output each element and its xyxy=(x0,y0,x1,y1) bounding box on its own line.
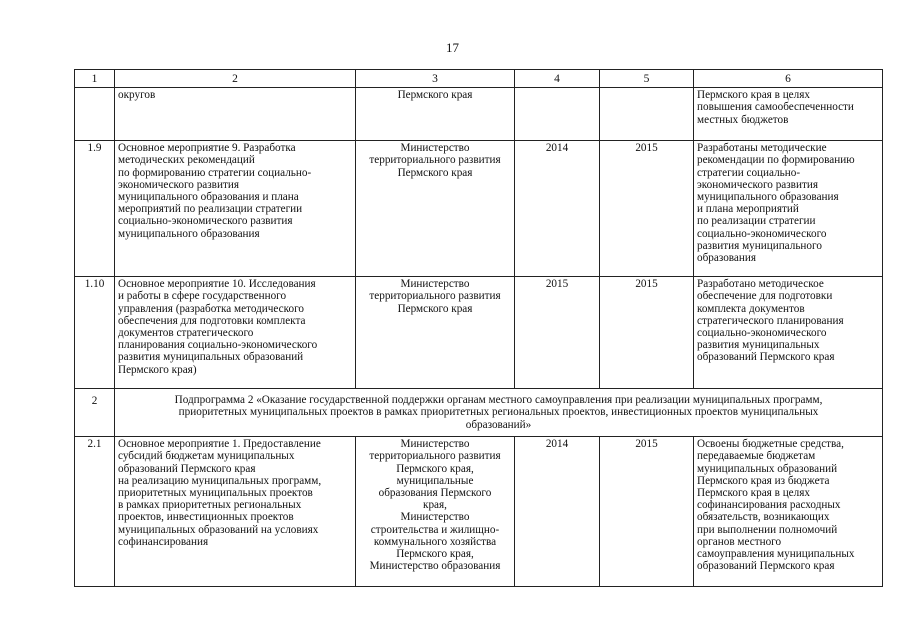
row-number: 2.1 xyxy=(75,437,115,587)
header-cell-4: 4 xyxy=(515,70,600,88)
subprogram-title: Подпрограмма 2 «Оказание государственной поддержки органам местного самоуправления при реализации муниципальных программ, приоритетных муниципальных проектов в рамках приоритетных региональных проектов, инвестиционных проектов муниципальных образований» xyxy=(174,394,823,431)
start-year: 2014 xyxy=(515,437,600,587)
page-number: 17 xyxy=(446,40,459,55)
table-row xyxy=(75,277,883,389)
table-row xyxy=(75,141,883,277)
header-cell-3: 3 xyxy=(356,70,515,88)
end-year: 2015 xyxy=(600,141,694,277)
executor: Министерство территориального развития Пермского края, муниципальные образования Пермского края, Министерство строительства и жилищно- коммунального хозяйства Пермского края, Министерство образования xyxy=(369,438,501,573)
header-cell-1: 1 xyxy=(75,70,115,88)
expected-result: Освоены бюджетные средства, передаваемые бюджетам муниципальных образований Пермского края из бюджета Пермского края в целях софинансирования расходных обязательств, возникающих при выполнении полномочий органов местного самоуправления муниципальных образований Пермского края xyxy=(697,438,855,573)
row-number: 1.9 xyxy=(75,141,115,277)
executor: Пермского края xyxy=(397,89,473,102)
expected-result: Пермского края в целях повышения самообеспеченности местных бюджетов xyxy=(697,89,854,126)
expected-result: Разработаны методические рекомендации по формированию стратегии социально- экономического развития муниципального образования и плана мероприятий по реализации стратегии социально-экономического развития муниципального образования xyxy=(697,142,855,265)
measure-name: Основное мероприятие 9. Разработка методических рекомендаций по формированию стратегии социально- экономического развития муниципального образования и плана мероприятий по реализации стратегии социально-экономического развития муниципального образования xyxy=(118,142,312,240)
row-number xyxy=(75,88,115,141)
measure-name: Основное мероприятие 10. Исследования и работы в сфере государственного управления (разработка методического обеспечения для подготовки комплекта документов стратегического планирования социально-экономического развития муниципальных образований Пермского края) xyxy=(118,278,318,376)
start-year: 2014 xyxy=(515,141,600,277)
table-row xyxy=(75,437,883,587)
row-number: 1.10 xyxy=(75,277,115,389)
measure-name: округов xyxy=(118,89,156,102)
expected-result: Разработано методическое обеспечение для подготовки комплекта документов стратегического планирования социально-экономического развития муниципальных образований Пермского края xyxy=(697,278,844,364)
measures-table xyxy=(74,69,883,587)
end-year: 2015 xyxy=(600,277,694,389)
table-row xyxy=(75,88,883,141)
start-year: 2015 xyxy=(515,277,600,389)
header-cell-2: 2 xyxy=(115,70,356,88)
end-year: 2015 xyxy=(600,437,694,587)
subprogram-number: 2 xyxy=(75,389,115,437)
start-year xyxy=(515,88,600,141)
subprogram-row xyxy=(75,389,883,437)
header-cell-6: 6 xyxy=(694,70,883,88)
measure-name: Основное мероприятие 1. Предоставление субсидий бюджетам муниципальных образований Пермского края на реализацию муниципальных программ, приоритетных муниципальных проектов в рамках приоритетных региональных проектов, инвестиционных проектов муниципальных образований на условиях софинансирования xyxy=(118,438,322,548)
end-year xyxy=(600,88,694,141)
executor: Министерство территориального развития Пермского края xyxy=(369,142,501,179)
header-row xyxy=(75,70,883,88)
executor: Министерство территориального развития Пермского края xyxy=(369,278,501,315)
header-cell-5: 5 xyxy=(600,70,694,88)
